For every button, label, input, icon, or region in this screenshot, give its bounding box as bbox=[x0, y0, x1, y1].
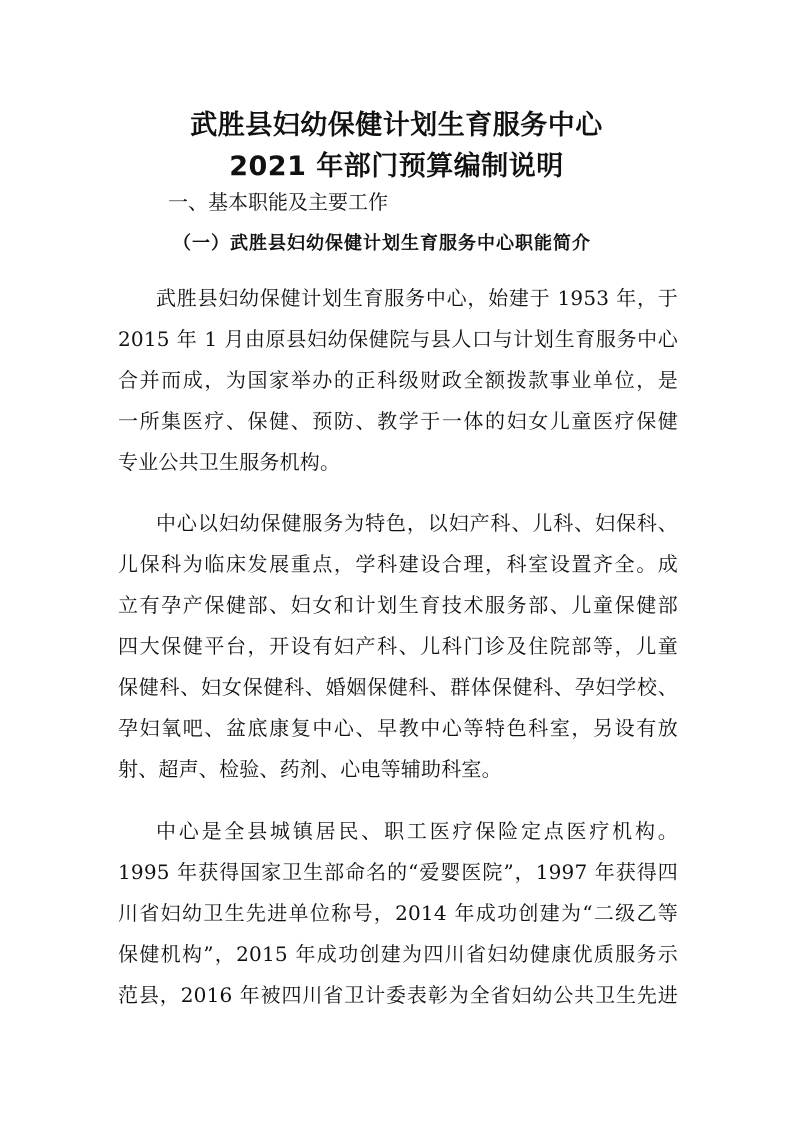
paragraph-line: 射、超声、检验、药剂、心电等辅助科室。 bbox=[118, 757, 502, 781]
paragraph-line: 保健科、妇女保健科、婚姻保健科、群体保健科、孕妇学校、 bbox=[118, 675, 678, 699]
paragraph-line: 合并而成，为国家举办的正科级财政全额拨款事业单位，是 bbox=[118, 368, 678, 392]
paragraph-line: 孕妇氧吧、盆底康复中心、早教中心等特色科室，另设有放 bbox=[118, 716, 678, 740]
paragraph-line: 四大保健平台，开设有妇产科、儿科门诊及住院部等，儿童 bbox=[118, 634, 678, 658]
document-title-line1: 武胜县妇幼保健计划生育服务中心 bbox=[190, 110, 603, 141]
subsection-heading: （一）武胜县妇幼保健计划生育服务中心职能简介 bbox=[173, 233, 591, 254]
paragraph-line: 专业公共卫生服务机构。 bbox=[118, 450, 341, 474]
paragraph-line: 一所集医疗、保健、预防、教学于一体的妇女儿童医疗保健 bbox=[118, 409, 678, 433]
paragraph-line: 2015 年 1 月由原县妇幼保健院与县人口与计划生育服务中心 bbox=[118, 327, 678, 351]
paragraph-line: 儿保科为临床发展重点，学科建设合理，科室设置齐全。成 bbox=[118, 552, 678, 576]
paragraph-line: 范县，2016 年被四川省卫计委表彰为全省妇幼公共卫生先进 bbox=[118, 983, 678, 1007]
paragraph-line: 立有孕产保健部、妇女和计划生育技术服务部、儿童保健部 bbox=[118, 593, 678, 617]
paragraph-line: 1995 年获得国家卫生部命名的“爱婴医院”，1997 年获得四 bbox=[118, 860, 678, 884]
paragraph-line: 保健机构”，2015 年成功创建为四川省妇幼健康优质服务示 bbox=[118, 942, 678, 966]
document-title-line2: 2021 年部门预算编制说明 bbox=[229, 151, 564, 182]
paragraph-line: 武胜县妇幼保健计划生育服务中心，始建于 1953 年，于 bbox=[156, 286, 678, 310]
section-heading: 一、基本职能及主要工作 bbox=[168, 190, 388, 214]
paragraph-line: 川省妇幼卫生先进单位称号，2014 年成功创建为“二级乙等 bbox=[118, 901, 678, 925]
paragraph-line: 中心是全县城镇居民、职工医疗保险定点医疗机构。 bbox=[156, 819, 678, 843]
paragraph-line: 中心以妇幼保健服务为特色，以妇产科、儿科、妇保科、 bbox=[156, 511, 678, 535]
